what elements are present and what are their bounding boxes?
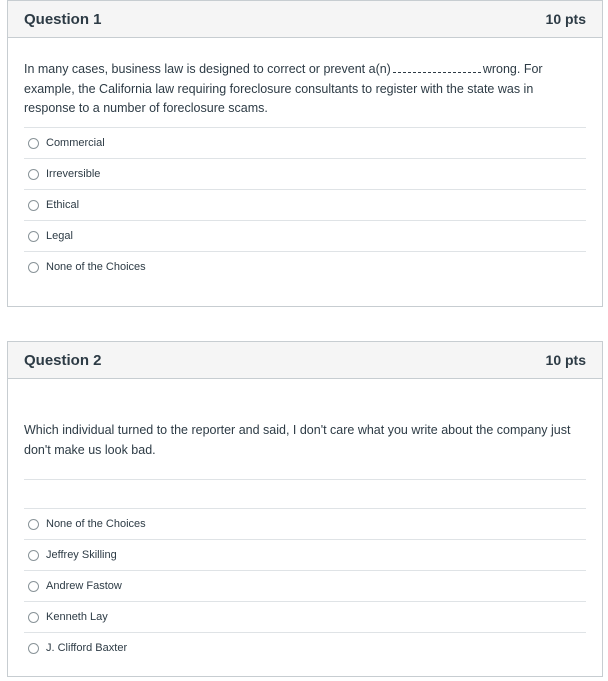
question-title: Question 1 [24, 10, 102, 28]
question-header [8, 342, 602, 379]
radio-button[interactable] [28, 519, 39, 530]
answer-option[interactable] [24, 570, 586, 601]
radio-button[interactable] [28, 169, 39, 180]
question-text: Which individual turned to the reporter and said, I don't care what you write about the company just don't make us look bad. [24, 423, 571, 457]
answer-label: Commercial [46, 137, 105, 149]
answer-option[interactable] [24, 220, 586, 251]
divider [24, 479, 586, 508]
answer-label: Andrew Fastow [46, 580, 122, 592]
answer-option[interactable] [24, 189, 586, 220]
question-points: 10 pts [545, 11, 586, 27]
answer-label: None of the Choices [46, 518, 146, 530]
radio-button[interactable] [28, 138, 39, 149]
radio-button[interactable] [28, 612, 39, 623]
radio-button[interactable] [28, 643, 39, 654]
answer-option[interactable] [24, 601, 586, 632]
radio-button[interactable] [28, 200, 39, 211]
question-header [8, 1, 602, 38]
question-title: Question 2 [24, 351, 102, 369]
answer-option[interactable] [24, 251, 586, 282]
answer-label: Ethical [46, 199, 80, 211]
question-text-after-blank: wrong. For example, the California law requiring foreclosure consultants to register with the state was in response to a number of foreclosure scams. [24, 62, 543, 115]
radio-button[interactable] [28, 231, 39, 242]
question-1-card [7, 0, 603, 307]
answer-label: Irreversible [46, 168, 101, 180]
answer-option[interactable] [24, 127, 586, 158]
answer-option[interactable] [24, 632, 586, 663]
answer-label: Jeffrey Skilling [46, 549, 117, 561]
answer-label: Kenneth Lay [46, 611, 108, 623]
answer-option[interactable] [24, 539, 586, 570]
answer-label: None of the Choices [46, 261, 146, 273]
answer-list [24, 127, 586, 282]
answer-label: Legal [46, 230, 73, 242]
answer-option[interactable] [24, 508, 586, 539]
radio-button[interactable] [28, 581, 39, 592]
answer-list [24, 508, 586, 663]
question-points: 10 pts [545, 352, 586, 368]
question-2-card [7, 341, 603, 677]
answer-option[interactable] [24, 158, 586, 189]
radio-button[interactable] [28, 262, 39, 273]
question-text-before-blank: In many cases, business law is designed to correct or prevent a(n) [24, 62, 391, 76]
question-text [8, 60, 602, 127]
answer-label: J. Clifford Baxter [46, 642, 128, 654]
radio-button[interactable] [28, 550, 39, 561]
fill-in-blank [393, 62, 481, 73]
